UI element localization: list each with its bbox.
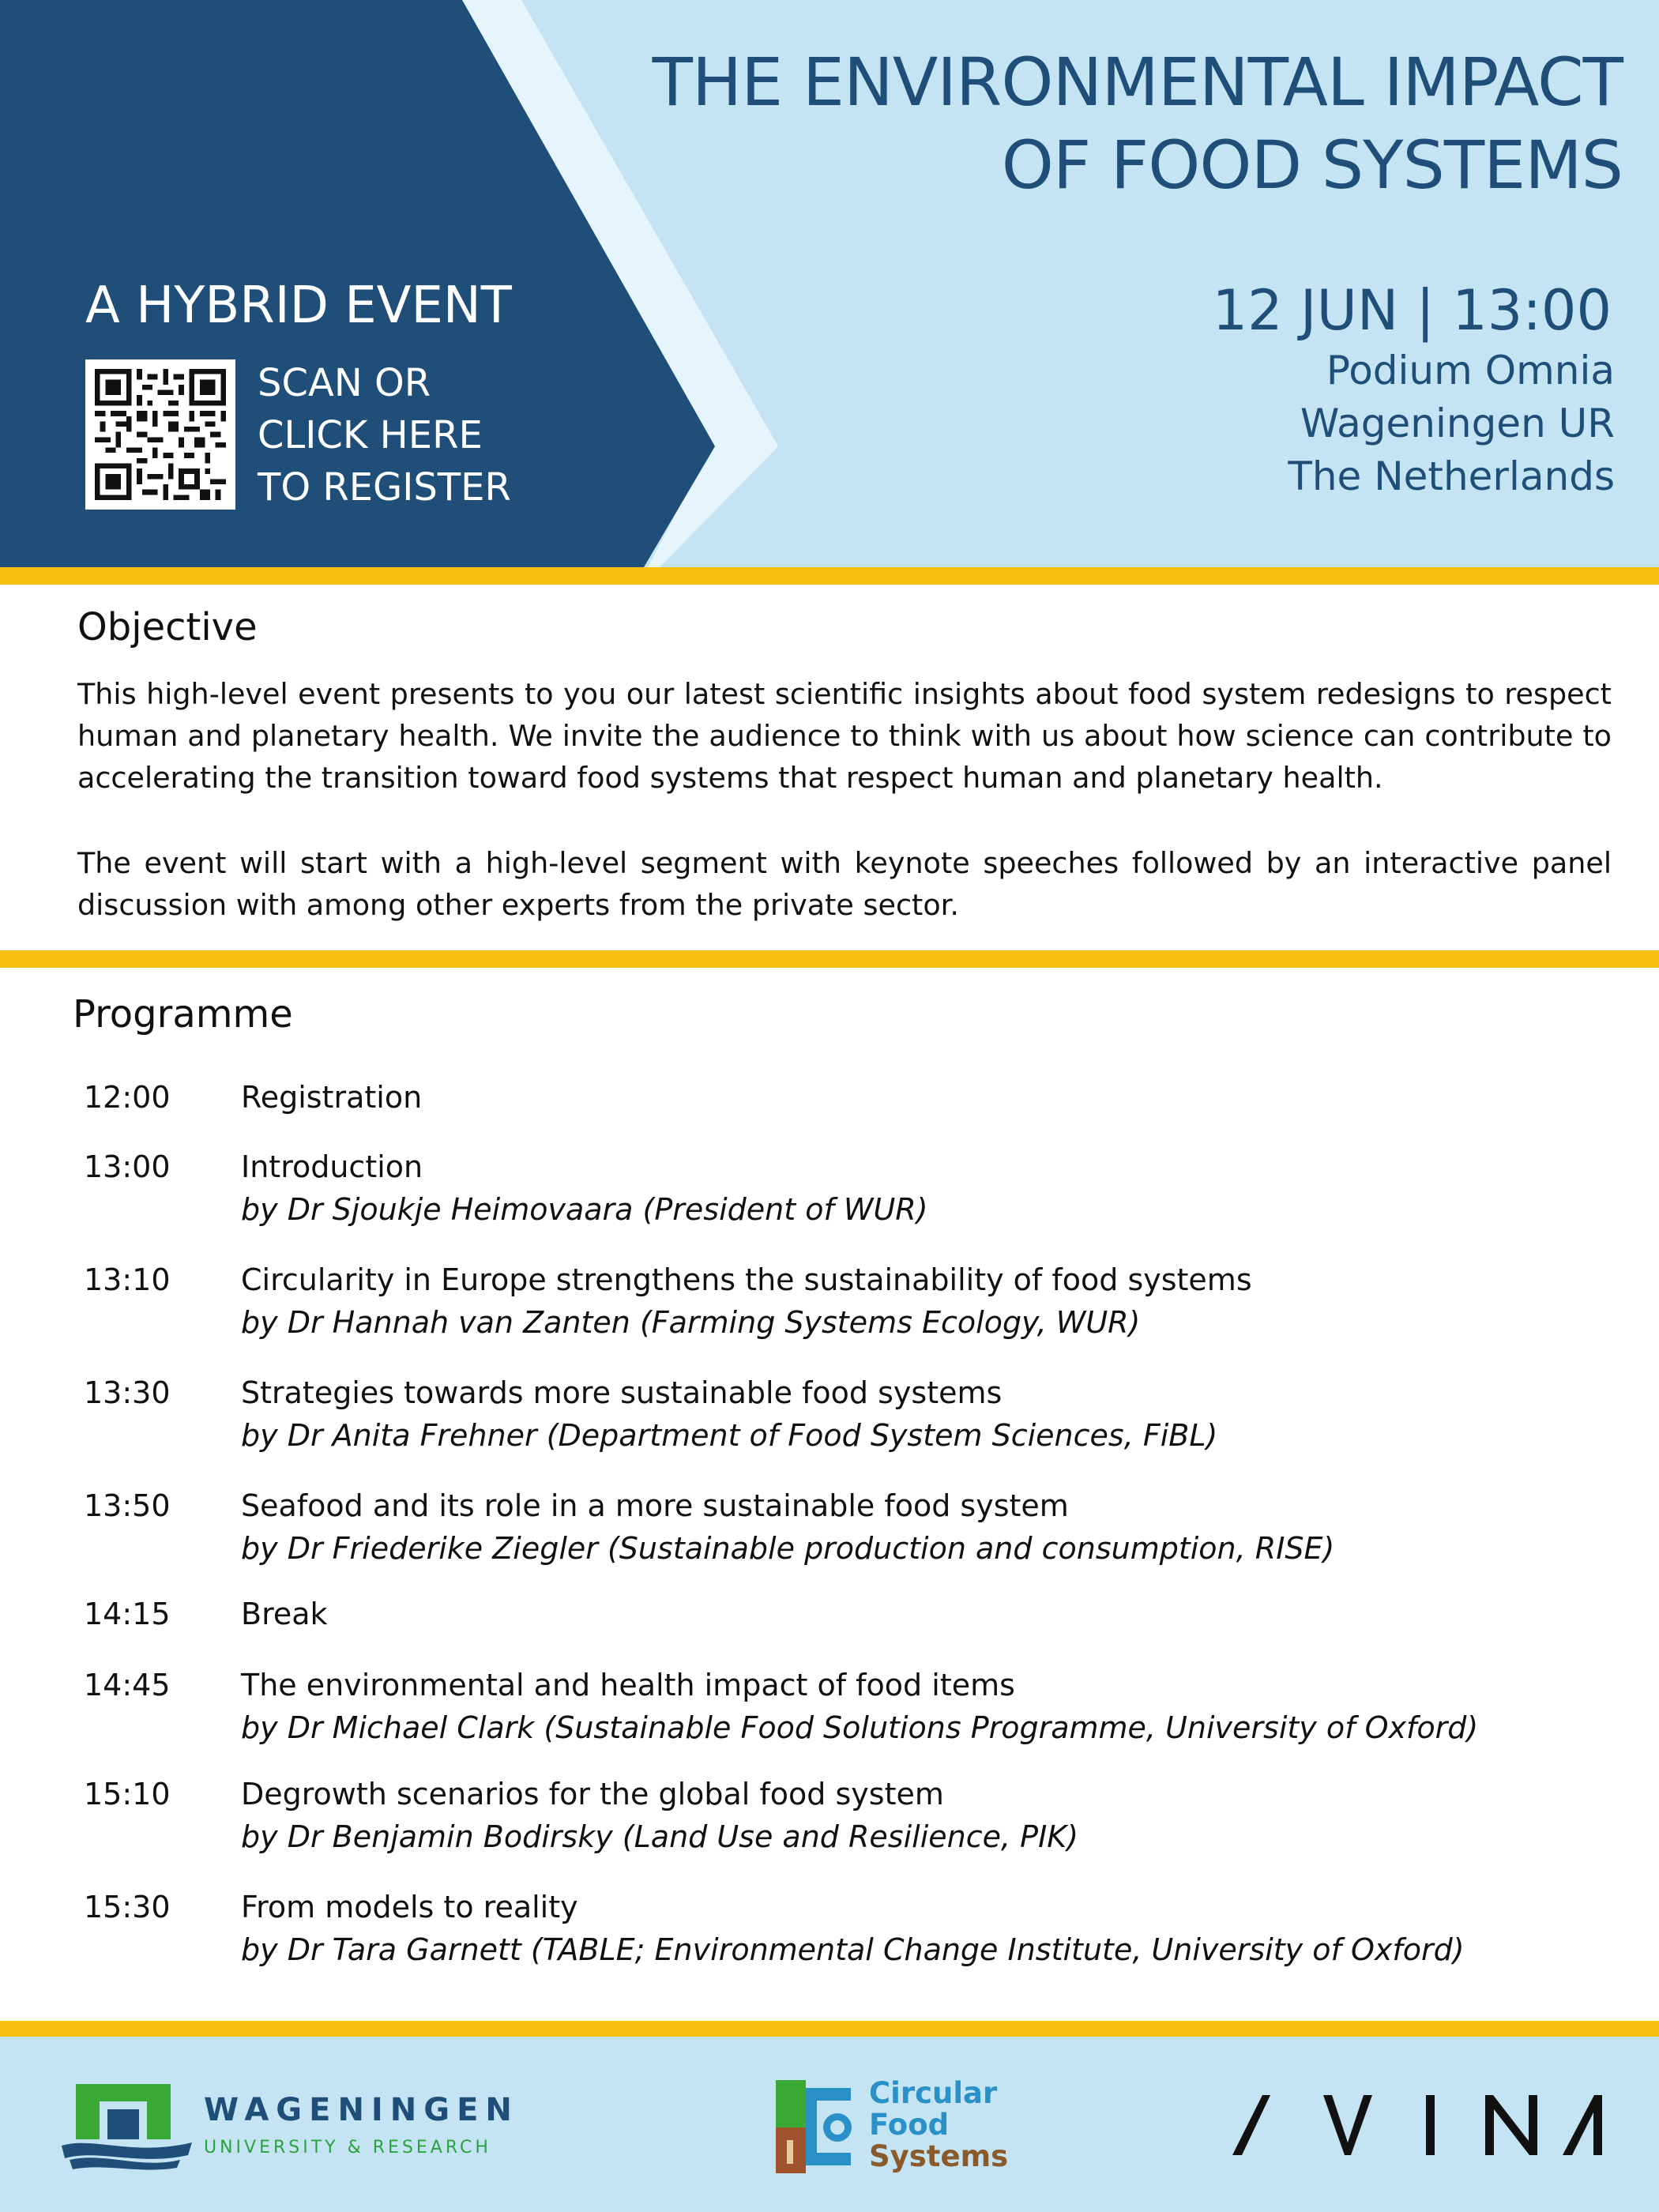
register-link[interactable] xyxy=(258,357,511,514)
by-label: by xyxy=(241,1305,278,1340)
programme-time: 14:15 xyxy=(84,1597,171,1631)
cfs-line-3: Systems xyxy=(869,2139,1009,2173)
speaker-affiliation: (TABLE; Environmental Change Institute, University of Oxford) xyxy=(530,1932,1465,1967)
title-line-1: THE ENVIRONMENTAL IMPACT xyxy=(652,43,1623,121)
programme-title: Seafood and its role in a more sustainable food system xyxy=(241,1488,1069,1523)
venue-line-3: The Netherlands xyxy=(1288,453,1615,499)
programme-speaker-line xyxy=(241,1527,1334,1570)
programme-time: 13:50 xyxy=(84,1488,171,1523)
qr-code-icon xyxy=(95,369,226,500)
objective-paragraph-2: The event will start with a high-level segment with keynote speeches followed by an interactive panel discussion with among other experts from the private sector. xyxy=(77,846,1612,922)
programme-speaker-line xyxy=(241,1301,1140,1344)
programme-title: Strategies towards more sustainable food systems xyxy=(241,1375,1003,1410)
register-line-1: SCAN OR xyxy=(258,361,431,405)
programme-time: 13:10 xyxy=(84,1262,171,1297)
programme-speaker-line xyxy=(241,1706,1478,1749)
by-label: by xyxy=(241,1819,278,1854)
programme-heading: Programme xyxy=(73,992,293,1036)
by-label: by xyxy=(241,1710,278,1745)
cfs-line-1: Circular xyxy=(869,2076,998,2110)
event-datetime: 12 JUN | 13:00 xyxy=(1212,278,1612,343)
programme-speaker-line xyxy=(241,1188,928,1231)
divider-bar xyxy=(0,950,1659,968)
by-label: by xyxy=(241,1531,278,1566)
objective-paragraph-1: This high-level event presents to you our latest scientific insights about food system redesigns to respect human and planetary health. We invite the audience to think with us about how science can contribute to accelerating the transition toward food systems that respect human and planetary health. xyxy=(77,677,1612,795)
speaker-name: Dr Anita Frehner xyxy=(287,1418,537,1453)
speaker-name: Dr Michael Clark xyxy=(287,1710,535,1745)
header-banner xyxy=(0,0,1659,567)
programme-time: 15:30 xyxy=(84,1890,171,1924)
programme-time: 14:45 xyxy=(84,1668,171,1702)
avina-logo-icon xyxy=(1232,2094,1612,2157)
by-label: by xyxy=(241,1418,278,1453)
speaker-affiliation: (Sustainable Food Solutions Programme, University of Oxford) xyxy=(544,1710,1479,1745)
wur-logo-icon xyxy=(62,2084,192,2171)
speaker-name: Dr Benjamin Bodirsky xyxy=(287,1819,613,1854)
venue-line-1: Podium Omnia xyxy=(1326,348,1615,393)
by-label: by xyxy=(241,1192,278,1227)
speaker-affiliation: (Farming Systems Ecology, WUR) xyxy=(639,1305,1141,1340)
event-title xyxy=(653,41,1623,207)
programme-speaker-line xyxy=(241,1928,1465,1971)
speaker-name: Dr Tara Garnett xyxy=(287,1932,521,1967)
objective-heading: Objective xyxy=(77,605,258,649)
programme-title: Degrowth scenarios for the global food system xyxy=(241,1777,944,1811)
speaker-affiliation: (Department of Food System Sciences, FiBL) xyxy=(546,1418,1218,1453)
by-label: by xyxy=(241,1932,278,1967)
event-type-label: A HYBRID EVENT xyxy=(85,276,512,335)
event-venue xyxy=(1288,344,1615,503)
programme-time: 13:30 xyxy=(84,1375,171,1410)
programme-title: From models to reality xyxy=(241,1890,578,1924)
programme-title: Registration xyxy=(241,1080,423,1115)
register-line-2: CLICK HERE xyxy=(258,413,483,457)
speaker-affiliation: (Land Use and Resilience, PIK) xyxy=(622,1819,1079,1854)
programme-time: 13:00 xyxy=(84,1149,171,1184)
programme-title: Break xyxy=(241,1597,328,1631)
divider-bar xyxy=(0,2021,1659,2038)
programme-time: 15:10 xyxy=(84,1777,171,1811)
speaker-affiliation: (President of WUR) xyxy=(642,1192,928,1227)
speaker-name: Dr Friederike Ziegler xyxy=(287,1531,598,1566)
title-line-2: OF FOOD SYSTEMS xyxy=(1001,126,1623,204)
circular-food-systems-name xyxy=(869,2078,1008,2172)
register-line-3: TO REGISTER xyxy=(258,465,511,510)
venue-line-2: Wageningen UR xyxy=(1300,401,1615,446)
programme-title: Circularity in Europe strengthens the sustainability of food systems xyxy=(241,1262,1252,1297)
wur-name: WAGENINGEN xyxy=(204,2092,519,2128)
circular-food-systems-logo-icon xyxy=(776,2080,863,2175)
speaker-affiliation: (Sustainable production and consumption, RISE) xyxy=(607,1531,1335,1566)
wur-subtitle: UNIVERSITY & RESEARCH xyxy=(204,2138,491,2157)
programme-title: Introduction xyxy=(241,1149,423,1184)
programme-title: The environmental and health impact of food items xyxy=(241,1668,1015,1702)
divider-bar xyxy=(0,567,1659,585)
programme-speaker-line xyxy=(241,1414,1217,1457)
programme-time: 12:00 xyxy=(84,1080,171,1115)
speaker-name: Dr Hannah van Zanten xyxy=(287,1305,630,1340)
cfs-line-2: Food xyxy=(869,2108,950,2142)
speaker-name: Dr Sjoukje Heimovaara xyxy=(287,1192,634,1227)
registration-qr-code[interactable] xyxy=(85,359,235,510)
programme-speaker-line xyxy=(241,1815,1078,1858)
footer-logos xyxy=(0,2037,1659,2212)
